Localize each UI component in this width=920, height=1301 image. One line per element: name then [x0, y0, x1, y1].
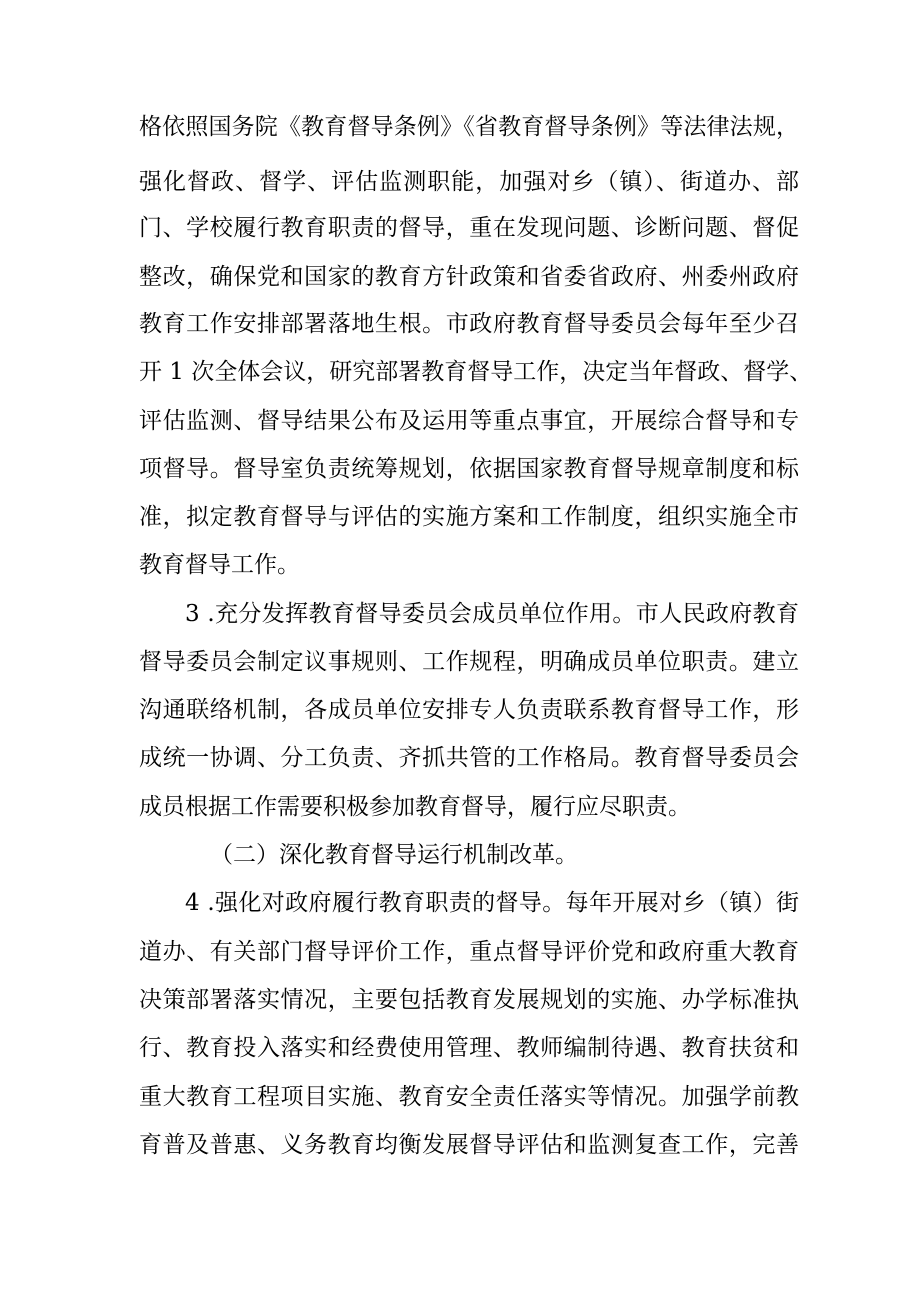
list-item-4-heading: 4 .强化对政府履行教育职责的督导。每年开展对乡（镇）街	[185, 890, 799, 916]
paragraph-line: 格依照国务院《教育督导条例》《省教育督导条例》等法律法规，	[139, 114, 799, 140]
paragraph-line: 重大教育工程项目实施、教育安全责任落实等情况。加强学前教	[139, 1084, 799, 1110]
paragraph-line: 道办、有关部门督导评价工作，重点督导评价党和政府重大教育	[139, 939, 799, 965]
paragraph-line: 项督导。督导室负责统筹规划，依据国家教育督导规章制度和标	[139, 456, 799, 482]
paragraph-line: 强化督政、督学、评估监测职能，加强对乡（镇）、街道办、部	[139, 169, 799, 195]
list-item-3-heading: 3 .充分发挥教育督导委员会成员单位作用。市人民政府教育	[185, 601, 799, 627]
paragraph-line: 教育工作安排部署落地生根。市政府教育督导委员会每年至少召	[139, 311, 799, 337]
paragraph-line: 评估监测、督导结果公布及运用等重点事宜，开展综合督导和专	[139, 408, 799, 434]
paragraph-line: 沟通联络机制，各成员单位安排专人负责联系教育督导工作，形	[139, 697, 799, 723]
paragraph-line: 育普及普惠、义务教育均衡发展督导评估和监测复查工作，完善	[139, 1132, 799, 1158]
paragraph-line: 整改，确保党和国家的教育方针政策和省委省政府、州委州政府	[139, 264, 799, 290]
paragraph-line: 成员根据工作需要积极参加教育督导，履行应尽职责。	[139, 794, 691, 820]
paragraph-line: 成统一协调、分工负责、齐抓共管的工作格局。教育督导委员会	[139, 745, 799, 771]
paragraph-line: 行、教育投入落实和经费使用管理、教师编制待遇、教育扶贫和	[139, 1035, 799, 1061]
paragraph-line: 开 1 次全体会议，研究部署教育督导工作，决定当年督政、督学、	[139, 359, 813, 385]
paragraph-line: 决策部署落实情况，主要包括教育发展规划的实施、办学标准执	[139, 987, 799, 1013]
section-heading: （二）深化教育督导运行机制改革。	[210, 842, 578, 868]
paragraph-line: 教育督导工作。	[139, 552, 300, 578]
paragraph-line: 门、学校履行教育职责的督导，重在发现问题、诊断问题、督促	[139, 215, 799, 241]
paragraph-line: 督导委员会制定议事规则、工作规程，明确成员单位职责。建立	[139, 649, 799, 675]
paragraph-line: 准，拟定教育督导与评估的实施方案和工作制度，组织实施全市	[139, 504, 799, 530]
